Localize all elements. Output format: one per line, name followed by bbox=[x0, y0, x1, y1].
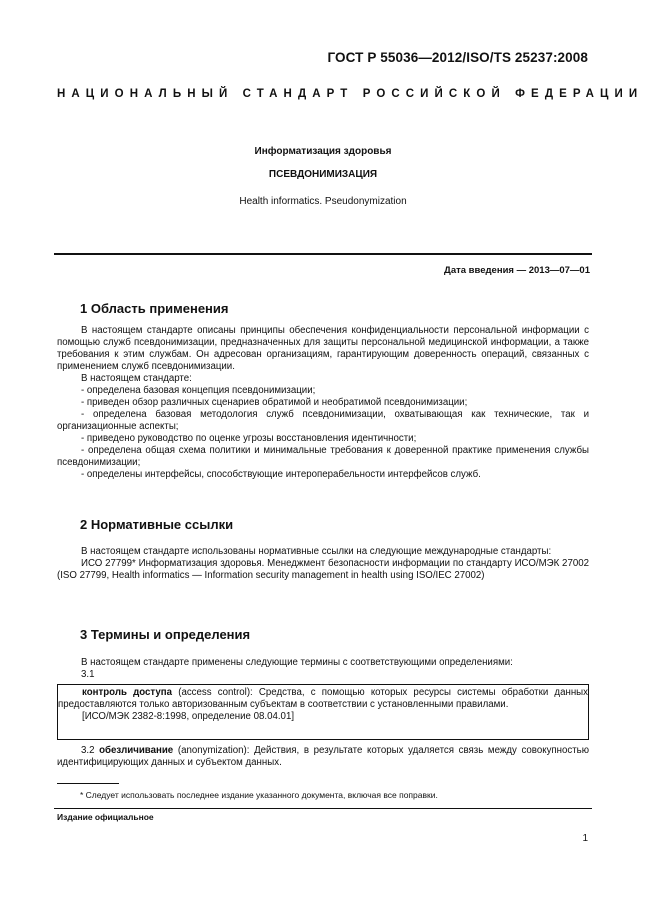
term-number: 3.1 bbox=[81, 669, 95, 680]
term-definition-text: (access control): Средства, с помощью которых ресурсы системы обработки данных предоставляются только авторизованным субъектам в соответствии с установленными правилами. bbox=[58, 687, 588, 710]
term-name: контроль доступа bbox=[82, 687, 173, 698]
term-definition bbox=[58, 687, 588, 711]
document-title: Информатизация здоровья bbox=[254, 146, 392, 157]
title-divider bbox=[54, 253, 592, 255]
list-item: - определена базовая концепция псевдонимизации; bbox=[81, 385, 316, 396]
section-1-heading: 1 Область применения bbox=[80, 301, 229, 316]
term-number: 3.2 bbox=[81, 745, 95, 756]
footnote-divider bbox=[57, 783, 119, 784]
term-3-2 bbox=[57, 745, 589, 769]
list-item: - приведено руководство по оценке угрозы восстановления идентичности; bbox=[81, 433, 417, 444]
section-1-body bbox=[57, 325, 589, 481]
document-id: ГОСТ Р 55036—2012/ISO/TS 25237:2008 bbox=[327, 50, 588, 65]
list-item: - определена общая схема политики и минимальные требования к доверенной практике применения службы псевдонимизации; bbox=[57, 445, 589, 468]
normative-reference: ИСО 27799* Информатизация здоровья. Менеджмент безопасности информации по стандарту ИСО/МЭК 27002 (ISO 27799, Health informatics — Information security management in health using ISO/IEC 27002) bbox=[57, 558, 589, 581]
section-3-paragraph: В настоящем стандарте применены следующие термины с соответствующими определениями: bbox=[81, 657, 513, 668]
term-name: обезличивание bbox=[99, 745, 174, 756]
national-standard-banner: НАЦИОНАЛЬНЫЙ СТАНДАРТ РОССИЙСКОЙ ФЕДЕРАЦИИ bbox=[57, 88, 644, 100]
term-source: [ИСО/МЭК 2382-8:1998, определение 08.04.01] bbox=[82, 711, 295, 722]
footnote: * Следует использовать последнее издание указанного документа, включая все поправки. bbox=[80, 790, 438, 800]
section-1-lead: В настоящем стандарте: bbox=[81, 373, 192, 384]
list-item: - определена базовая методология служб псевдонимизации, охватывающая как технические, так и организационные аспекты; bbox=[57, 409, 589, 432]
bottom-divider bbox=[54, 808, 592, 809]
document-subtitle: ПСЕВДОНИМИЗАЦИЯ bbox=[268, 169, 378, 180]
term-definition bbox=[57, 745, 589, 769]
section-3-heading: 3 Термины и определения bbox=[80, 627, 251, 642]
section-1-paragraph: В настоящем стандарте описаны принципы обеспечения конфиденциальности персональной информации с помощью служб псевдонимизации, предназначенных для защиты персональной медицинской информации, а также требования к этим службам. Он адресован организациям, гарантирующим доверенность операций, связанных с применением служб псевдонимизации. bbox=[57, 325, 589, 372]
english-title: Health informatics. Pseudonymization bbox=[239, 196, 407, 207]
introduction-date: Дата введения — 2013—07—01 bbox=[444, 265, 590, 276]
term-3-1-box bbox=[57, 684, 589, 740]
section-2-heading: 2 Нормативные ссылки bbox=[80, 517, 234, 532]
list-item: - приведен обзор различных сценариев обратимой и необратимой псевдонимизации; bbox=[81, 397, 468, 408]
section-2-body bbox=[57, 546, 589, 582]
page-number: 1 bbox=[582, 833, 588, 844]
edition-label: Издание официальное bbox=[57, 812, 154, 822]
section-3-body bbox=[57, 657, 589, 681]
term-definition-text: (anonymization): Действия, в результате которых удаляется связь между совокупностью идентифицирующих данных и субъектом данных. bbox=[57, 745, 589, 768]
section-2-paragraph: В настоящем стандарте использованы нормативные ссылки на следующие международные стандарты: bbox=[81, 546, 552, 557]
list-item: - определены интерфейсы, способствующие интероперабельности интерфейсов служб. bbox=[81, 469, 481, 480]
